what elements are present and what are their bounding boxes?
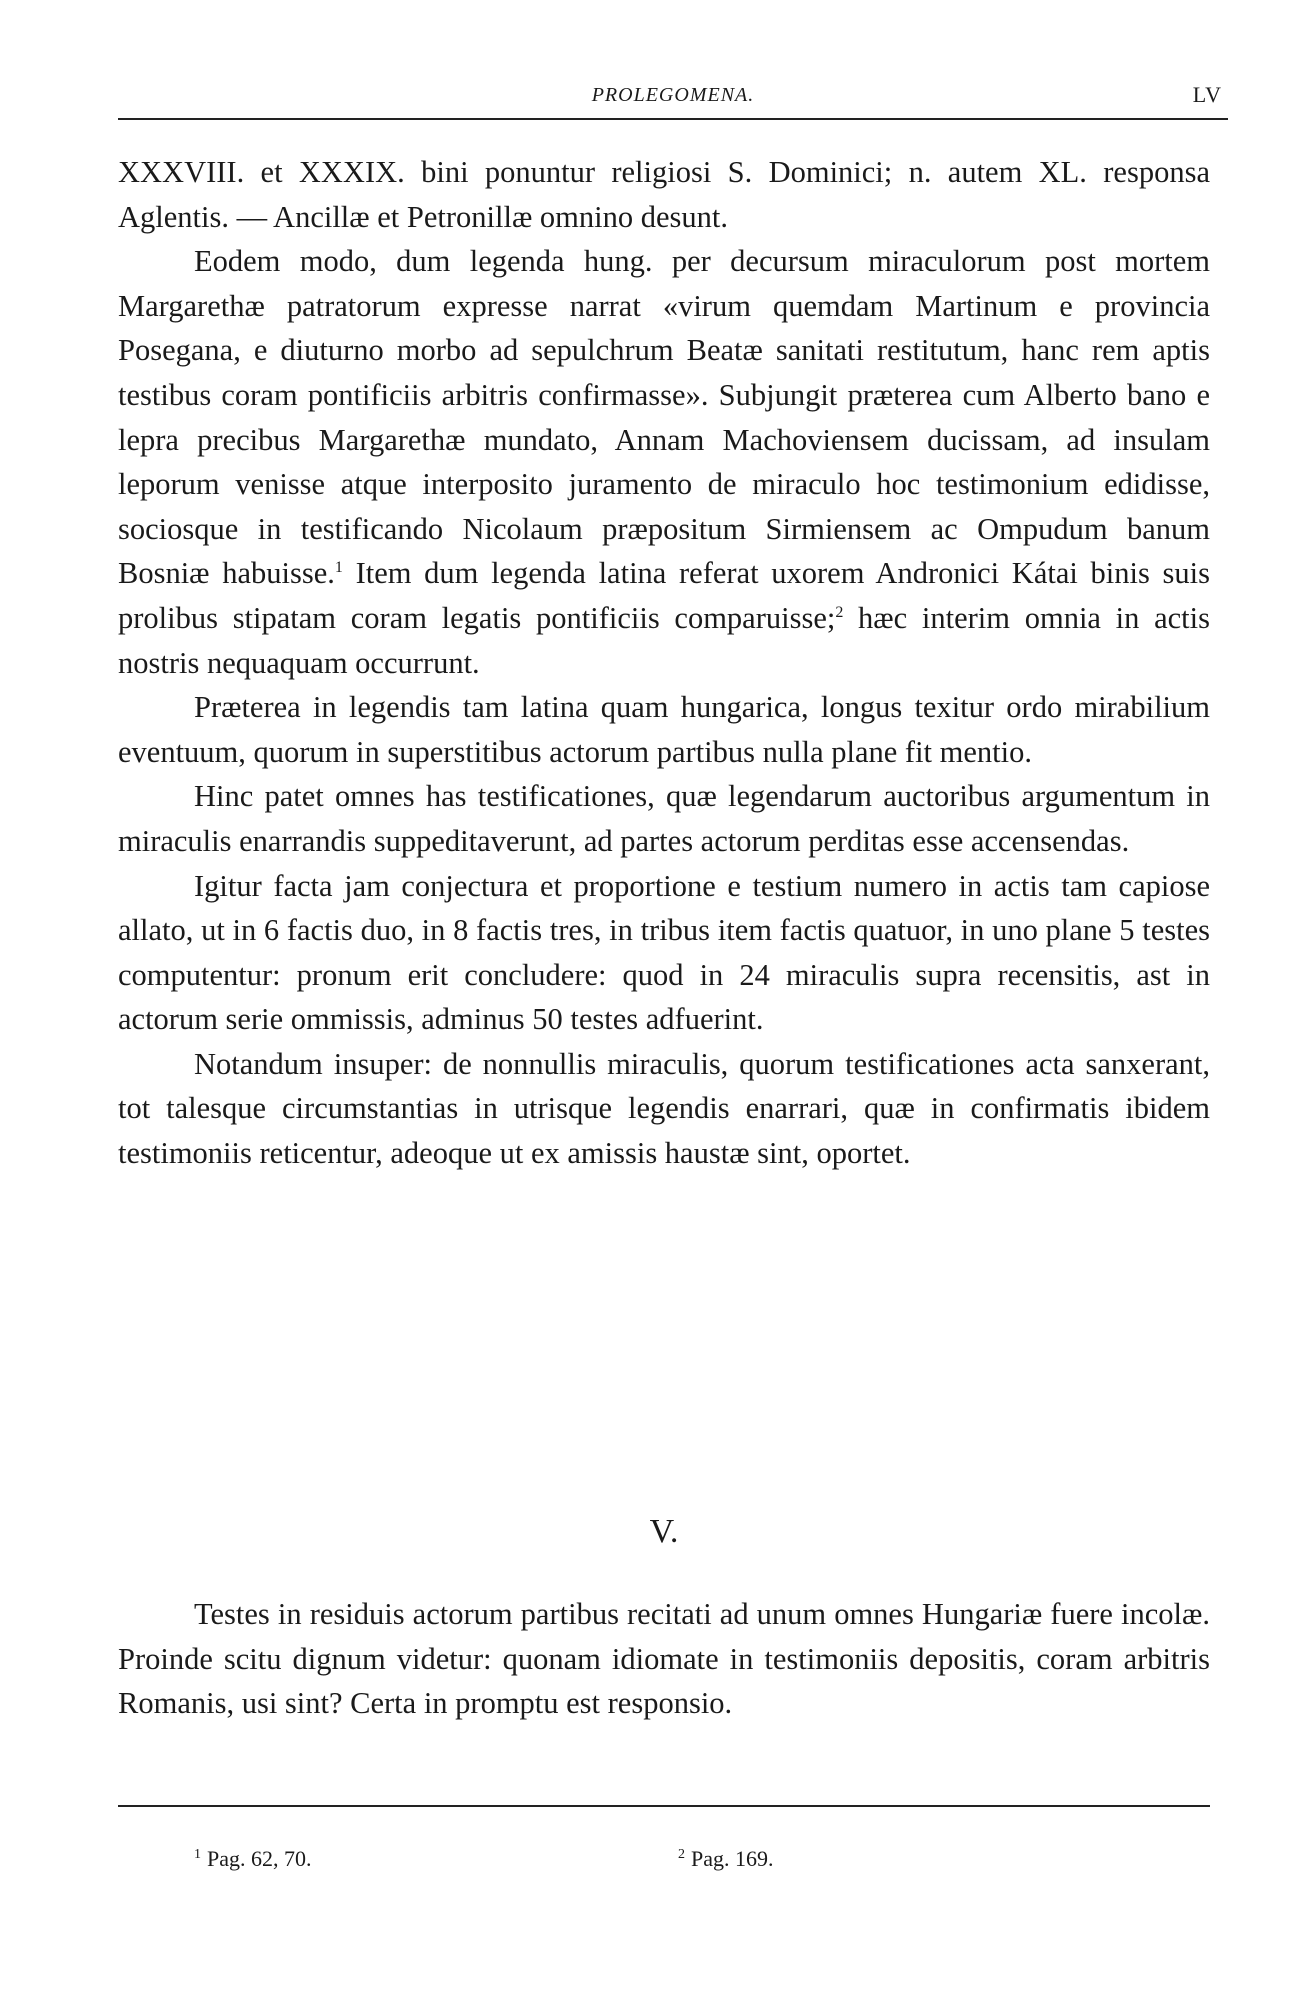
footnote-ref-2[interactable]: 2 [835,603,844,621]
footnote-2-mark: 2 [678,1846,685,1862]
paragraph-2-part-a: Eodem modo, dum legenda hung. per decursum miraculorum post mortem Margarethæ patratorum expresse narrat «virum quemdam Martinum e provincia Posegana, e diuturno morbo ad sepulchrum Beatæ sanitati restitutum, hanc rem aptis testibus coram pontificiis arbitris confirmasse». Subjungit præterea cum Alberto bano e lepra precibus Margarethæ mundato, Annam Machoviensem ducissam, ad insulam leporum venisse atque interposito juramento de miraculo hoc testimonium edidisse, sociosque in testificando Nicolaum præpositum Sirmiensem ac Ompudum banum Bosniæ habuisse. [118,244,1210,591]
paragraph-1: XXXVIII. et XXXIX. bini ponuntur religiosi S. Dominici; n. autem XL. responsa Aglentis. — Ancillæ et Petronillæ omnino desunt. [118,155,1210,234]
footnote-1 [194,1846,312,1872]
paragraph-3: Præterea in legendis tam latina quam hungarica, longus texitur ordo mirabilium eventuum, quorum in superstitibus actorum partibus nulla plane fit mentio. [118,690,1210,769]
paragraph-4: Hinc patet omnes has testificationes, quæ legendarum auctoribus argumentum in miraculis enarrandis suppeditaverunt, ad partes actorum perditas esse accensendas. [118,779,1210,858]
running-title: PROLEGOMENA. [591,84,755,106]
section-heading: V. [649,1513,679,1550]
running-head [118,80,1228,114]
footnote-ref-1[interactable]: 1 [334,559,343,577]
section-text [118,1592,1210,1726]
paragraph-2 [118,239,1210,685]
header-rule [118,118,1228,120]
paragraph-2-part-c: hæc interim omnia in actis nostris nequaquam occurrunt. [118,600,1211,680]
footnote-1-text: Pag. 62, 70. [207,1846,312,1871]
page-number: LV [1192,82,1222,107]
body-text [118,150,1210,1176]
paragraph-5: Igitur facta jam conjectura et proportione e testium numero in actis tam capiose allato, ut in 6 factis duo, in 8 factis tres, in tribus item factis quatuor, in uno plane 5 testes computentur: pronum erit concludere: quod in 24 miraculis supra recensitis, ast in actorum serie ommissis, adminus 50 testes adfuerint. [118,868,1210,1037]
paragraph-2-part-b: Item dum legenda latina referat uxorem Andronici Kátai binis suis prolibus stipatam coram legatis pontificiis comparuisse; [118,556,1210,635]
footnotes [118,1846,1210,1876]
paragraph-6: Notandum insuper: de nonnullis miraculis, quorum testificationes acta sanxerant, tot talesque circumstantias in utrisque legendis enarrari, quæ in confirmatis ibidem testimoniis reticentur, adeoque ut ex amissis haustæ sint, oportet. [118,1046,1210,1171]
footnote-1-mark: 1 [194,1846,201,1862]
footnote-2 [678,1846,774,1872]
footnote-2-text: Pag. 169. [691,1846,774,1871]
section-paragraph-1: Testes in residuis actorum partibus recitati ad unum omnes Hungariæ fuere incolæ. Proinde scitu dignum videtur: quonam idiomate in testimoniis depositis, coram arbitris Romanis, usi sint? Certa in promptu est responsio. [118,1597,1210,1721]
footnote-rule [118,1805,1210,1807]
